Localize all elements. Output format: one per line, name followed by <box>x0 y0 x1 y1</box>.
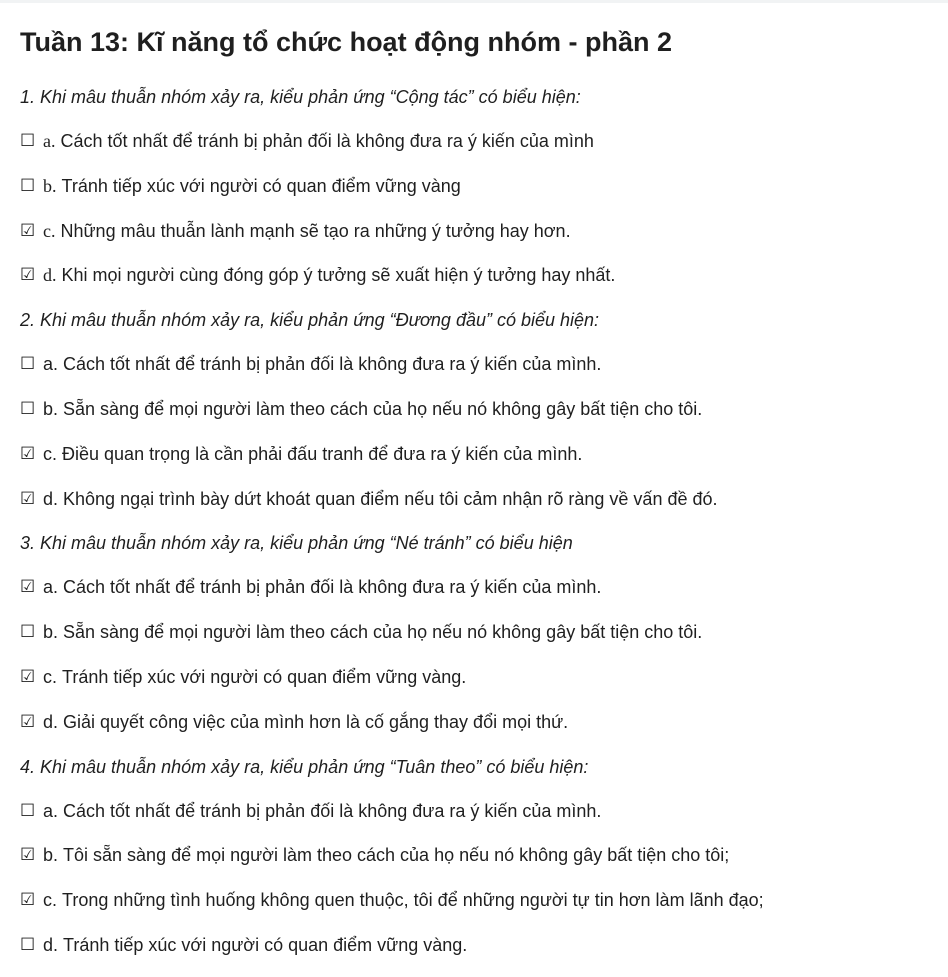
option-4c[interactable] <box>20 887 930 913</box>
option-text: Cách tốt nhất để tránh bị phản đối là không đưa ra ý kiến của mình <box>60 131 594 151</box>
question-4 <box>20 754 930 958</box>
question-2 <box>20 307 930 511</box>
option-2a[interactable] <box>20 351 930 377</box>
option-letter: a. <box>43 800 59 821</box>
option-text: Cách tốt nhất để tránh bị phản đối là không đưa ra ý kiến của mình. <box>63 577 602 598</box>
option-2c[interactable] <box>20 441 930 467</box>
option-text: Trong những tình huống không quen thuộc, tôi để những người tự tin hơn làm lãnh đạo; <box>62 890 764 911</box>
option-3b[interactable] <box>20 619 930 645</box>
option-2d[interactable] <box>20 486 930 512</box>
option-letter: d. <box>43 934 59 955</box>
option-4a[interactable] <box>20 798 930 824</box>
option-text: Những mâu thuẫn lành mạnh sẽ tạo ra những ý tưởng hay hơn. <box>60 220 571 241</box>
option-text: Không ngại trình bày dứt khoát quan điểm nếu tôi cảm nhận rõ ràng về vấn đề đó. <box>63 488 718 509</box>
checkbox-unchecked-icon[interactable]: ☐ <box>20 131 36 151</box>
checkbox-checked-icon[interactable]: ☑ <box>20 890 36 911</box>
option-text: Cách tốt nhất để tránh bị phản đối là không đưa ra ý kiến của mình. <box>63 354 602 375</box>
option-text: Tôi sẵn sàng để mọi người làm theo cách của họ nếu nó không gây bất tiện cho tôi; <box>63 845 730 866</box>
option-letter: c. <box>43 220 56 241</box>
checkbox-unchecked-icon[interactable]: ☐ <box>20 398 36 419</box>
option-3d[interactable] <box>20 709 930 735</box>
checkbox-unchecked-icon[interactable]: ☐ <box>20 175 36 196</box>
checkbox-unchecked-icon[interactable]: ☐ <box>20 354 36 375</box>
option-letter: d. <box>43 488 59 509</box>
option-3c[interactable] <box>20 664 930 690</box>
question-1 <box>20 84 930 288</box>
top-divider <box>0 0 948 3</box>
option-letter: b. <box>43 622 59 643</box>
checkbox-checked-icon[interactable]: ☑ <box>20 666 36 687</box>
option-text: Khi mọi người cùng đóng góp ý tưởng sẽ xuất hiện ý tưởng hay nhất. <box>61 265 616 286</box>
question-text: 3. Khi mâu thuẫn nhóm xảy ra, kiểu phản ứng “Né tránh” có biểu hiện <box>20 533 573 554</box>
option-4b[interactable] <box>20 842 930 868</box>
option-letter: d. <box>43 711 59 732</box>
option-text: Điều quan trọng là cần phải đấu tranh để đưa ra ý kiến của mình. <box>62 443 583 464</box>
option-letter: c. <box>43 890 58 911</box>
checkbox-checked-icon[interactable]: ☑ <box>20 577 36 598</box>
option-letter: c. <box>43 443 58 464</box>
option-text: Cách tốt nhất để tránh bị phản đối là không đưa ra ý kiến của mình. <box>63 800 602 821</box>
checkbox-unchecked-icon[interactable]: ☐ <box>20 800 36 821</box>
option-4d[interactable] <box>20 932 930 958</box>
page-title: Tuần 13: Kĩ năng tổ chức hoạt động nhóm - phần 2 <box>20 27 673 57</box>
option-letter: a. <box>43 131 56 151</box>
option-2b[interactable] <box>20 396 930 422</box>
option-1a[interactable] <box>20 128 930 154</box>
option-text: Sẵn sàng để mọi người làm theo cách của họ nếu nó không gây bất tiện cho tôi. <box>63 622 703 643</box>
checkbox-unchecked-icon[interactable]: ☐ <box>20 622 36 643</box>
checkbox-checked-icon[interactable]: ☑ <box>20 711 36 732</box>
checkbox-checked-icon[interactable]: ☑ <box>20 220 36 241</box>
option-letter: b. <box>43 845 59 866</box>
option-letter: b. <box>43 398 59 419</box>
checkbox-checked-icon[interactable]: ☑ <box>20 845 36 866</box>
checkbox-checked-icon[interactable]: ☑ <box>20 265 36 286</box>
option-text: Giải quyết công việc của mình hơn là cố gắng thay đổi mọi thứ. <box>63 711 569 732</box>
question-3 <box>20 530 930 734</box>
option-3a[interactable] <box>20 574 930 600</box>
checkbox-checked-icon[interactable]: ☑ <box>20 443 36 464</box>
question-text: 1. Khi mâu thuẫn nhóm xảy ra, kiểu phản ứng “Cộng tác” có biểu hiện: <box>20 87 581 107</box>
question-list <box>20 84 930 958</box>
option-1d[interactable] <box>20 262 930 288</box>
option-letter: b. <box>43 175 57 196</box>
option-letter: a. <box>43 577 59 598</box>
question-text: 2. Khi mâu thuẫn nhóm xảy ra, kiểu phản ứng “Đương đầu” có biểu hiện: <box>20 310 600 331</box>
checkbox-unchecked-icon[interactable]: ☐ <box>20 934 36 955</box>
option-letter: c. <box>43 666 58 687</box>
option-1c[interactable] <box>20 218 930 244</box>
option-letter: a. <box>43 354 59 375</box>
option-1b[interactable] <box>20 173 930 199</box>
option-text: Sẵn sàng để mọi người làm theo cách của họ nếu nó không gây bất tiện cho tôi. <box>63 398 703 419</box>
checkbox-checked-icon[interactable]: ☑ <box>20 488 36 509</box>
question-text: 4. Khi mâu thuẫn nhóm xảy ra, kiểu phản ứng “Tuân theo” có biểu hiện: <box>20 756 589 777</box>
option-text: Tránh tiếp xúc với người có quan điểm vững vàng. <box>62 666 467 687</box>
option-text: Tránh tiếp xúc với người có quan điểm vững vàng <box>61 175 461 196</box>
document-body <box>20 22 930 977</box>
option-text: Tránh tiếp xúc với người có quan điểm vững vàng. <box>63 934 468 955</box>
option-letter: d. <box>43 265 57 286</box>
